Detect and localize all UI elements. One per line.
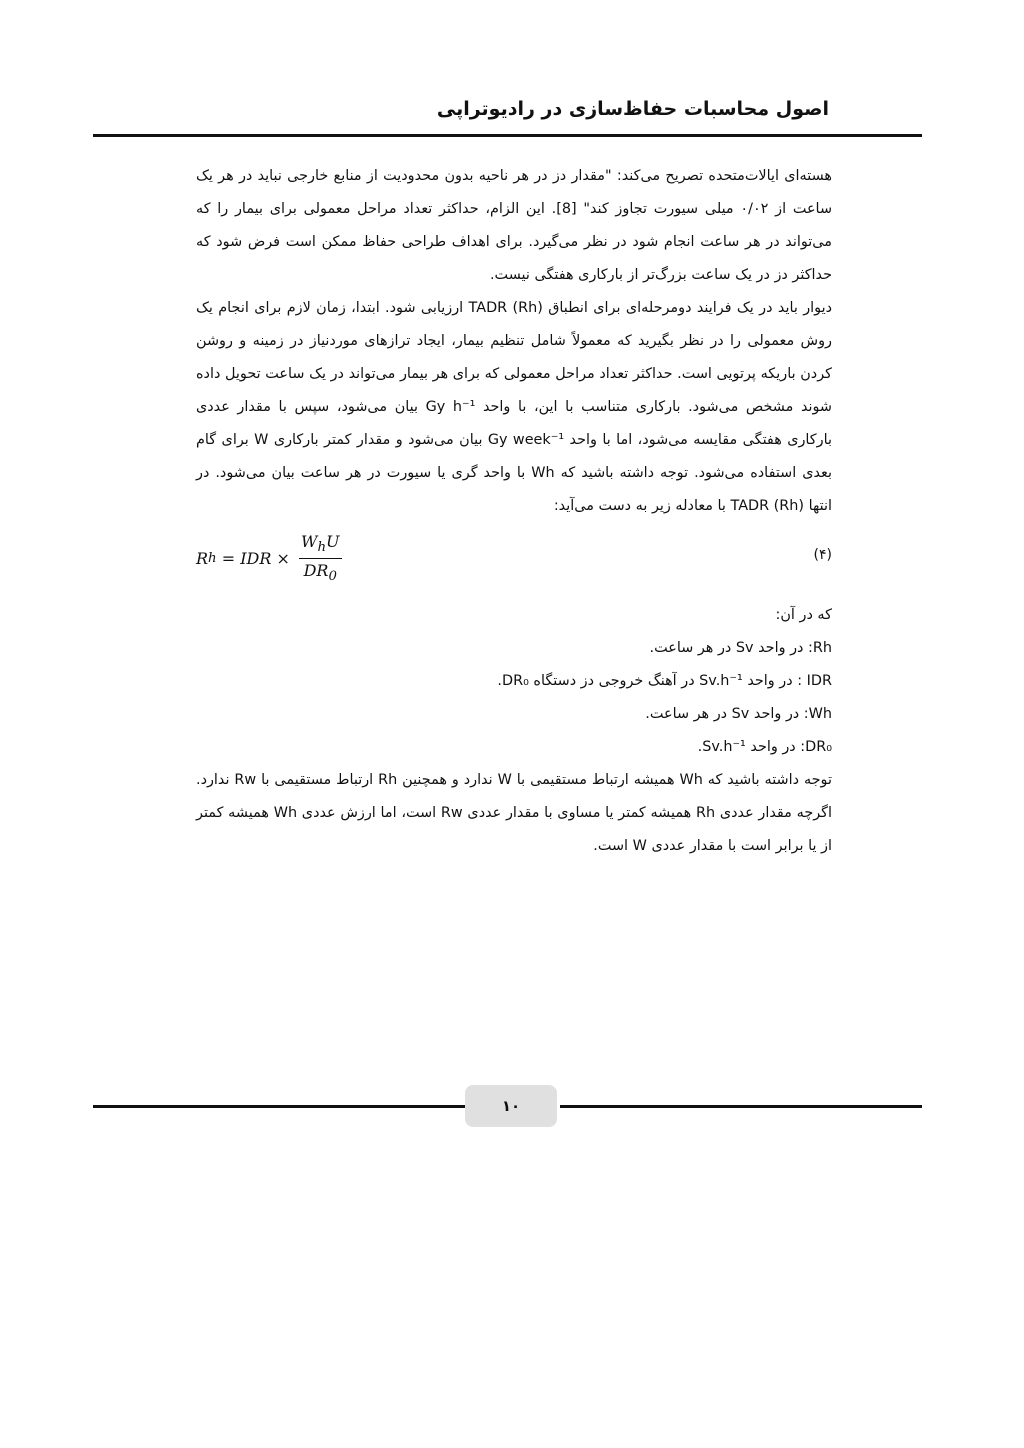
running-title: اصول محاسبات حفاظ‌سازی در رادیوتراپی bbox=[436, 98, 829, 120]
closing-paragraph: توجه داشته باشید که Wh همیشه ارتباط مستقیمی با W ندارد و همچنین Rh ارتباط مستقیمی با Rw ندارد. اگرچه مقدار عددی Rh همیشه کمتر یا مساوی با مقدار عددی Rw است، اما ارزش عددی Wh همیشه کمتر از یا برابر است با مقدار عددی W است. bbox=[196, 772, 833, 854]
eq-num-u: U bbox=[326, 532, 340, 552]
eq-num-sub: h bbox=[317, 540, 327, 556]
eq-lhs: R bbox=[196, 548, 209, 568]
eq-num-w: W bbox=[301, 532, 318, 552]
page-header bbox=[93, 92, 922, 137]
page-content bbox=[196, 160, 832, 863]
eq-den-sub: 0 bbox=[328, 568, 337, 584]
where-intro: که در آن: bbox=[775, 607, 832, 623]
definition-wh: Wh: در واحد Sv در هر ساعت. bbox=[645, 706, 832, 722]
eq-den-dr: DR bbox=[303, 560, 329, 580]
definition-rh: Rh: در واحد Sv در هر ساعت. bbox=[649, 640, 832, 656]
footer-rule-right bbox=[560, 1105, 922, 1108]
definition-dr0: DR₀: در واحد Sv.h⁻¹. bbox=[697, 739, 832, 755]
page-number: ۱۰ bbox=[465, 1085, 557, 1127]
paragraph-1: هسته‌ای ایالات‌متحده تصریح می‌کند: "مقدار دز در هر ناحیه بدون محدودیت از منابع خارجی نباید در هر یک ساعت از ۰/۰۲ میلی سیورت تجاوز کند" [8]. این الزام، حداکثر تعداد مراحل معمولی برای بیمار را که می‌تواند در هر ساعت انجام شود در نظر می‌گیرد. برای اهداف طراحی حفاظ ممکن است فرض شود که حداکثر دز در یک ساعت بزرگ‌تر از بارکاری هفتگی نیست. bbox=[196, 168, 833, 283]
eq-denominator bbox=[304, 559, 337, 584]
eq-lhs-sub: h bbox=[208, 550, 217, 566]
equation-4 bbox=[196, 527, 832, 589]
equation-number: (۴) bbox=[813, 547, 832, 563]
eq-middle: = IDR × bbox=[216, 548, 295, 568]
definition-idr: IDR : در واحد Sv.h⁻¹ در آهنگ خروجی دز دستگاه DR₀. bbox=[497, 673, 832, 689]
equation-body bbox=[196, 527, 342, 589]
paragraph-2: دیوار باید در یک فرایند دومرحله‌ای برای انطباق TADR (Rh) ارزیابی شود. ابتدا، زمان لازم برای انجام یک روش معمولی را در نظر بگیرید که معمولاً شامل تنظیم بیمار، ایجاد ترازهای موردنیاز در زمینه و روشن کردن باریکه پرتویی است. حداکثر تعداد مراحل معمولی که برای هر بیمار می‌تواند در یک ساعت تحویل داده شوند مشخص می‌شود. بارکاری متناسب با این، با واحد Gy h⁻¹ بیان می‌شود، سپس با مقدار عددی بارکاری هفتگی مقایسه می‌شود، اما با واحد Gy week⁻¹ بیان می‌شود و مقدار کمتر بارکاری W برای گام بعدی استفاده می‌شود. توجه داشته باشید که Wh با واحد گری یا سیورت در هر ساعت بیان می‌شود. در انتها TADR (Rh) با معادله زیر به دست می‌آید: bbox=[196, 300, 832, 514]
header-rule bbox=[93, 134, 922, 137]
page-footer bbox=[93, 1085, 922, 1127]
eq-fraction bbox=[299, 532, 342, 583]
footer-rule-left bbox=[93, 1105, 465, 1108]
eq-numerator bbox=[299, 532, 342, 558]
